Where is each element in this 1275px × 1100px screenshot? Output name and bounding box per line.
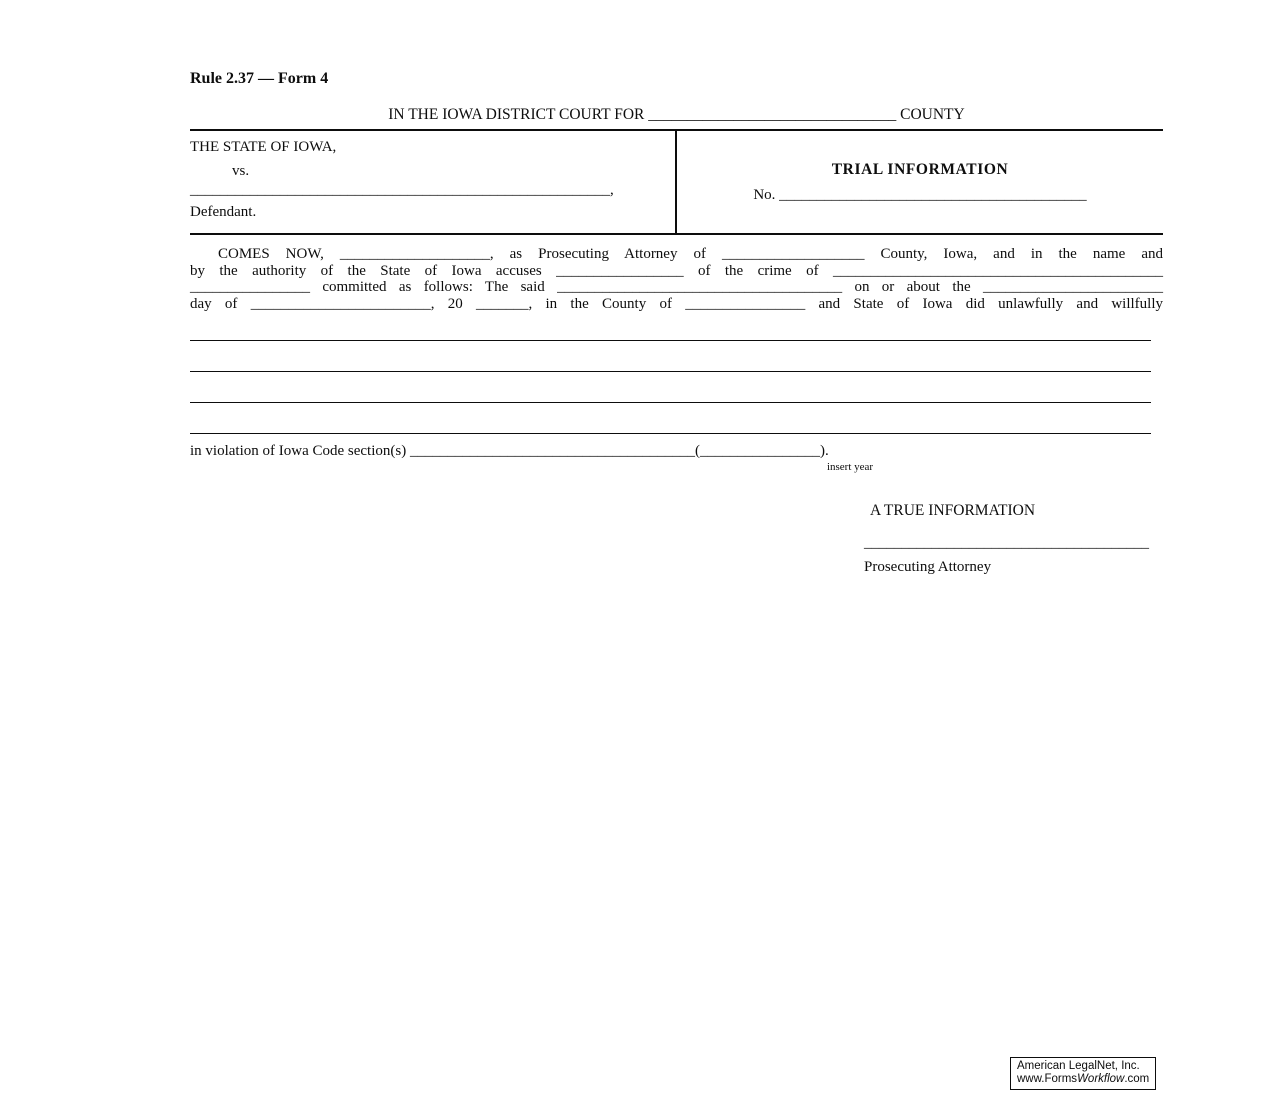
defendant-name-blank: ________________________________________________________, bbox=[190, 182, 614, 198]
court-title bbox=[190, 106, 1163, 124]
legalnet-url-prefix: www.Forms bbox=[1017, 1073, 1078, 1085]
ruled-write-line bbox=[190, 403, 1151, 434]
ruled-write-line bbox=[190, 341, 1151, 372]
offense-description-lines bbox=[190, 310, 1151, 434]
charging-paragraph-line: COMES NOW, ____________________, as Prosecuting Attorney of ___________________ County, Iowa, and in the name and bbox=[218, 246, 1163, 262]
county-name-blank: ________________________________ bbox=[648, 106, 897, 123]
document-title: TRIAL INFORMATION bbox=[831, 161, 1009, 178]
prosecutor-title-label: Prosecuting Attorney bbox=[864, 559, 992, 575]
ruled-write-line bbox=[190, 310, 1151, 341]
plaintiff-name: THE STATE OF IOWA, bbox=[190, 139, 337, 155]
defendant-label: Defendant. bbox=[190, 204, 257, 220]
court-title-prefix: IN THE IOWA DISTRICT COURT FOR bbox=[388, 106, 645, 123]
rule-form-header: Rule 2.37 — Form 4 bbox=[190, 70, 329, 87]
legalnet-url bbox=[1017, 1073, 1149, 1086]
case-number-line bbox=[677, 187, 1163, 204]
versus-label: vs. bbox=[232, 163, 250, 179]
caption-parties-column bbox=[190, 131, 673, 233]
charging-paragraph-line: day of ________________________, 20 _______, in the County of ________________ and State of Iowa did unlawfully and willfully bbox=[190, 295, 1163, 312]
legalnet-url-suffix: .com bbox=[1124, 1073, 1150, 1085]
charging-paragraph bbox=[190, 246, 1163, 312]
charging-paragraph-line: ________________ committed as follows: The said ______________________________________ on or about the ________________________ bbox=[190, 279, 1163, 295]
case-number-blank: _________________________________________ bbox=[779, 187, 1087, 203]
code-violation-line: in violation of Iowa Code section(s) ______________________________________(________________). bbox=[190, 443, 829, 459]
charging-paragraph-line: by the authority of the State of Iowa accuses _________________ of the crime of ____________________________________________ bbox=[190, 262, 1163, 279]
court-title-suffix: COUNTY bbox=[900, 106, 965, 123]
legalnet-company-name: American LegalNet, Inc. bbox=[1017, 1060, 1140, 1072]
caption-title-column bbox=[677, 131, 1163, 233]
prosecutor-signature-blank: ______________________________________ bbox=[864, 535, 1149, 551]
legalnet-branding-box bbox=[1010, 1057, 1156, 1090]
ruled-write-line bbox=[190, 372, 1151, 403]
case-caption-box bbox=[190, 129, 1163, 235]
true-information-heading: A TRUE INFORMATION bbox=[870, 502, 1036, 519]
insert-year-note: insert year bbox=[826, 461, 874, 473]
legalnet-url-workflow: Workflow bbox=[1077, 1073, 1125, 1085]
case-number-label: No. bbox=[753, 187, 776, 203]
